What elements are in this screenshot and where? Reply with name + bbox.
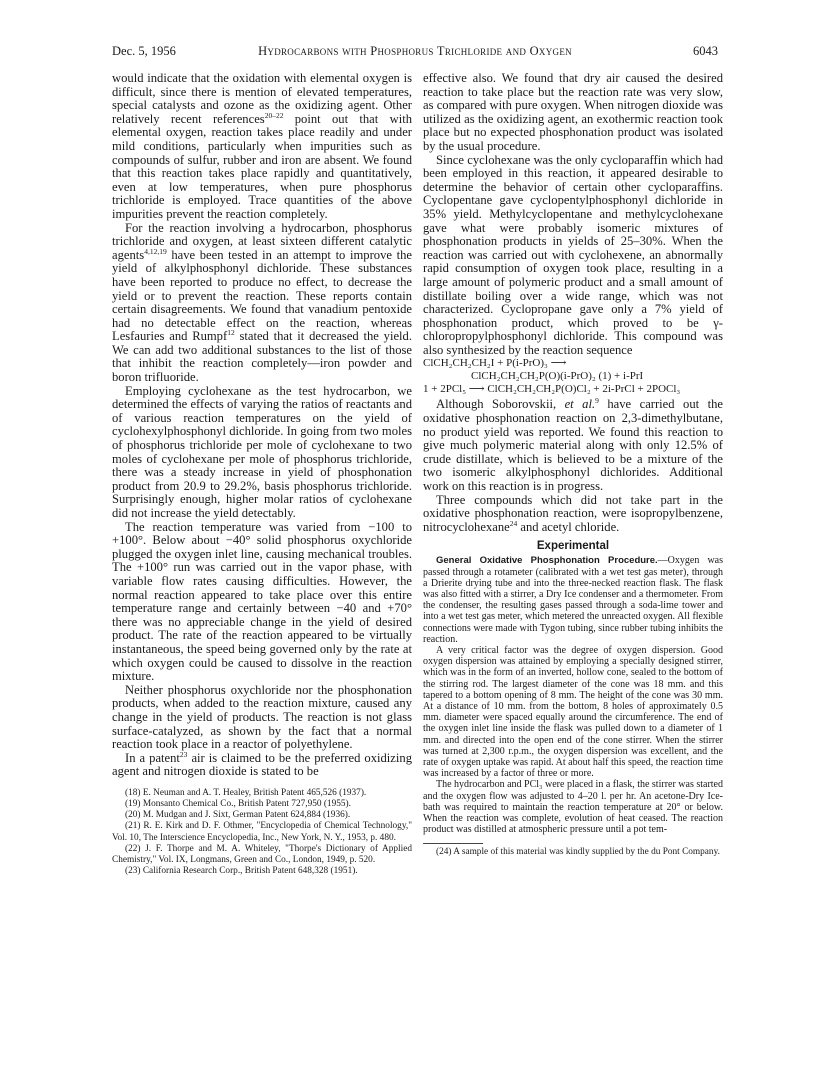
paragraph: Neither phosphorus oxychloride nor the phosphonation products, when added to the reaction mixture, caused any change in the yield of products. The reaction is not glass surface-catalyzed, as shown by the fact that a normal reaction took place in a reactor of polyethylene.: [112, 682, 412, 752]
paragraph: For the reaction involving a hydrocarbon, phosphorus trichloride and oxygen, at least sixteen different catalytic agents$^{4,12,19}$ have been tested in an attempt to improve the yield of alkylphosphonyl dichloride. These substances have been reported to produce no effect, to decrease the yield or to prevent the reaction. These reports contain certain disagreements. We found that vanadium pentoxide had no detectable effect on the reaction, whereas Lesfauries and Rumpf$^{12}$ stated that it decreased the yield. We can add two additional substances to the list of those that inhibit the reaction completely—iron powder and boron trifluoride.: [112, 220, 412, 385]
footnote: (18) E. Neuman and A. T. Healey, British Patent 465,526 (1937).: [125, 787, 367, 798]
paragraph: effective also. We found that dry air caused the desired reaction to take place but the reaction rate was very slow, as compared with pure oxygen. When nitrogen dioxide was utilized as the oxidizing agent, an exothermic reaction took place but no expected phosphonation product was isolated by the usual procedure.: [423, 71, 723, 153]
paragraph: Since cyclohexane was the only cycloparaffin which had been employed in this reaction, it appeared desirable to determine the behavior of certain other cycloparaffins. Cyclopentane gave cyclopentylphosphonyl dichloride in 35% yield. Methylcyclopentane and methylcyclohexane gave what were probably isomeric mixtures of phosphonation products in yields of 25–30%. When the reaction was carried out with cyclohexene, an abnormally rapid consumption of oxygen took place, resulting in a large amount of polymeric product and a small amount of distillate boiling over a wide range, which was not characterized. Cyclopropane gave only a 7% yield of phosphonation product, which proved to be γ-chloropropylphosphonyl dichloride. This compound was also synthesized by the reaction sequence: [423, 152, 723, 357]
header-date: Dec. 5, 1956: [112, 44, 176, 58]
paragraph: The hydrocarbon and PCl₃ were placed in a flask, the stirrer was started and the oxygen flow was adjusted to 4–20 l. per hr. An acetone-Dry Ice-bath was required to maintain the reaction temperature at 20° or below. When the reaction was complete, evolution of heat ceased. The reaction product was distilled at atmospheric pressure until a pot tem-: [423, 779, 723, 836]
equation-line: 1 + 2PCl₅ ⟶ ClCH₂CH₂CH₂P(O)Cl₂ + 2i-PrCl + 2POCl₃: [423, 383, 681, 396]
paragraph: The reaction temperature was varied from −100 to +100°. Below about −40° solid phosphorus oxychloride plugged the oxygen inlet line, causing mechanical troubles. The +100° run was carried out in the vapor phase, with variable flow rates causing difficulties. However, the normal reaction appeared to take place over this entire temperature range and certainly between −40 and +70° there was no appreciable change in the yield of desired product. The rate of the reaction appeared to be virtually instantaneous, the speed being governed only by the rate at which oxygen could be caused to dissolve in the reaction mixture.: [112, 519, 412, 684]
footnote: (19) Monsanto Chemical Co., British Patent 727,950 (1955).: [125, 799, 351, 810]
paragraph: Three compounds which did not take part in the oxidative phosphonation reaction, were isopropylbenzene, nitrocyclohexane$^{24}$ and acetyl chloride.: [423, 492, 723, 534]
right-column: [423, 72, 723, 859]
equation-line: ClCH₂CH₂CH₂P(O)(i-PrO)₂ (1) + i-PrI: [471, 370, 644, 383]
footnote: (23) California Research Corp., British Patent 648,328 (1951).: [125, 866, 358, 877]
paragraph: would indicate that the oxidation with elemental oxygen is difficult, since there is mention of elevated temperatures, special catalysts and ozone as the oxidizing agent. Other relatively recent references$^{20-22}$ point out that with elemental oxygen, reaction takes place readily and under mild conditions, particularly when impurities such as compounds of sulfur, rubber and iron are absent. We found that this reaction takes place rapidly and quantitatively, even at low temperatures, when pure phosphorus trichloride is employed. Trace quantities of the above impurities prevent the reaction completely.: [112, 71, 412, 221]
paragraph: In a patent$^{23}$ air is claimed to be the preferred oxidizing agent and nitrogen dioxide is stated to be: [112, 749, 412, 779]
header-page-number: 6043: [693, 44, 718, 58]
paragraph: General Oxidative Phosphonation Procedure.—Oxygen was passed through a rotameter (calibrated with a wet test gas meter), through a Drierite drying tube and into the three-necked reaction flask. The flask was also fitted with a stirrer, a Dry Ice condenser and a thermometer. From the condenser, the resulting gases passed through a soda-lime tower and into a wet test gas meter, which metered the unreacted oxygen. All flexible connections were made with Tygon tubing, since rubber tubing inhibits the reaction.: [423, 555, 723, 645]
section-heading: Experimental: [536, 540, 610, 553]
equation-line: ClCH₂CH₂CH₂I + P(i-PrO)₃ ⟶: [423, 357, 567, 370]
footnote: (21) R. E. Kirk and D. F. Othmer, "Encyclopedia of Chemical Technology," Vol. 10, The Interscience Encyclopedia, Inc., New York, N. Y., 1953, p. 480.: [112, 821, 412, 843]
footnotes: [112, 788, 412, 878]
experimental-section: [423, 555, 723, 835]
runin-heading: General Oxidative Phosphonation Procedure.: [436, 555, 658, 567]
footnote: (24) A sample of this material was kindly supplied by the du Pont Company.: [436, 847, 720, 858]
footnote-divider: [423, 843, 483, 844]
page-header: [112, 44, 718, 62]
paragraph: Employing cyclohexane as the test hydrocarbon, we determined the effects of varying the ratios of reactants and of various reaction temperatures on the yield of cyclohexylphosphonyl dichloride. In going from two moles of phosphorus trichloride per mole of cyclohexane to two moles of cyclohexane per mole of phosphorus trichloride, there was a steady increase in yield of phosphonation product from 20.9 to 29.2%, basis phosphorus trichloride. Surprisingly enough, higher molar ratios of cyclohexane did not increase the yield detectably.: [112, 383, 412, 520]
footnote: (20) M. Mudgan and J. Sixt, German Patent 624,884 (1936).: [125, 810, 351, 821]
footnote: (22) J. F. Thorpe and M. A. Whiteley, "Thorpe's Dictionary of Applied Chemistry," Vol. IX, Longmans, Green and Co., London, 1949, p. 520.: [112, 843, 412, 866]
header-title: Hydrocarbons with Phosphorus Trichloride and Oxygen: [258, 44, 572, 58]
left-column: [112, 72, 412, 878]
paragraph: A very critical factor was the degree of oxygen dispersion. Good oxygen dispersion was attained by employing a specially designed stirrer, which was in the form of an inverted, hollow cone, sealed to the bottom of the stirring rod. The largest diameter of the cone was 18 mm. and this tapered to a bottom opening of 8 mm. The height of the cone was 30 mm. At a distance of 10 mm. from the bottom, 8 holes of approximately 0.5 mm. diameter were spaced equally around the circumference. The end of the oxygen inlet line inside the flask was pulled down to a diameter of 1 mm. and directed into the open end of the cone stirrer. When the stirrer was turned at 2,300 r.p.m., the oxygen dispersion was excellent, and the rate of oxygen uptake was rapid. At about half this speed, the reaction time was increased by a factor of three or more.: [423, 645, 723, 780]
paragraph: Although Soborovskii, et al.$^9$ have carried out the oxidative phosphonation reaction on 2,3-dimethylbutane, no product yield was reported. We found this reaction to give much polymeric material along with only 12.5% of crude distillate, which is believed to be a mixture of the two isomeric alkylphosphonyl dichlorides. Additional work on this reaction is in progress.: [423, 396, 723, 494]
